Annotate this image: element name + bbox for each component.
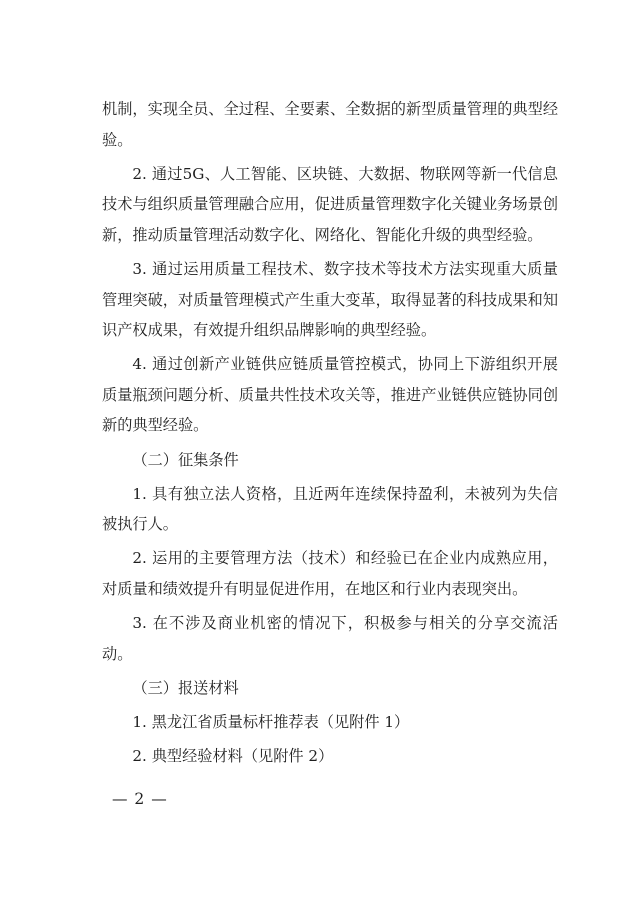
paragraph-item-3: 3. 通过运用质量工程技术、数字技术等技术方法实现重大质量管理突破，对质量管理模式产生重大变革，取得显著的科技成果和知识产权成果，有效提升组织品牌影响的典型经验。 <box>102 259 558 340</box>
paragraph-item-2: 2. 通过5G、人工智能、区块链、大数据、物联网等新一代信息技术与组织质量管理融合应用，促进质量管理数字化关键业务场景创新，推动质量管理活动数字化、网络化、智能化升级的典型经验。 <box>102 164 558 244</box>
condition-item-2: 2. 运用的主要管理方法（技术）和经验已在企业内成熟应用，对质量和绩效提升有明显促进作用，在地区和行业内表现突出。 <box>102 549 558 598</box>
condition-item-3: 3. 在不涉及商业机密的情况下，积极参与相关的分享交流活动。 <box>102 614 558 663</box>
section-heading-conditions: （二）征集条件 <box>132 450 239 469</box>
condition-item-1: 1. 具有独立法人资格，且近两年连续保持盈利，未被列为失信被执行人。 <box>102 484 558 534</box>
section-heading-materials: （三）报送材料 <box>132 678 239 697</box>
material-item-1: 1. 黑龙江省质量标杆推荐表（见附件 1） <box>132 712 410 731</box>
paragraph-item-4: 4. 通过创新产业链供应链质量管控模式，协同上下游组织开展质量瓶颈问题分析、质量共性技术攻关等，推进产业链供应链协同创新的典型经验。 <box>102 355 558 435</box>
page-number: — 2 — <box>112 790 168 808</box>
paragraph-continuation: 机制，实现全员、全过程、全要素、全数据的新型质量管理的典型经验。 <box>102 100 558 149</box>
material-item-2: 2. 典型经验材料（见附件 2） <box>132 746 334 765</box>
document-body <box>102 94 558 771</box>
